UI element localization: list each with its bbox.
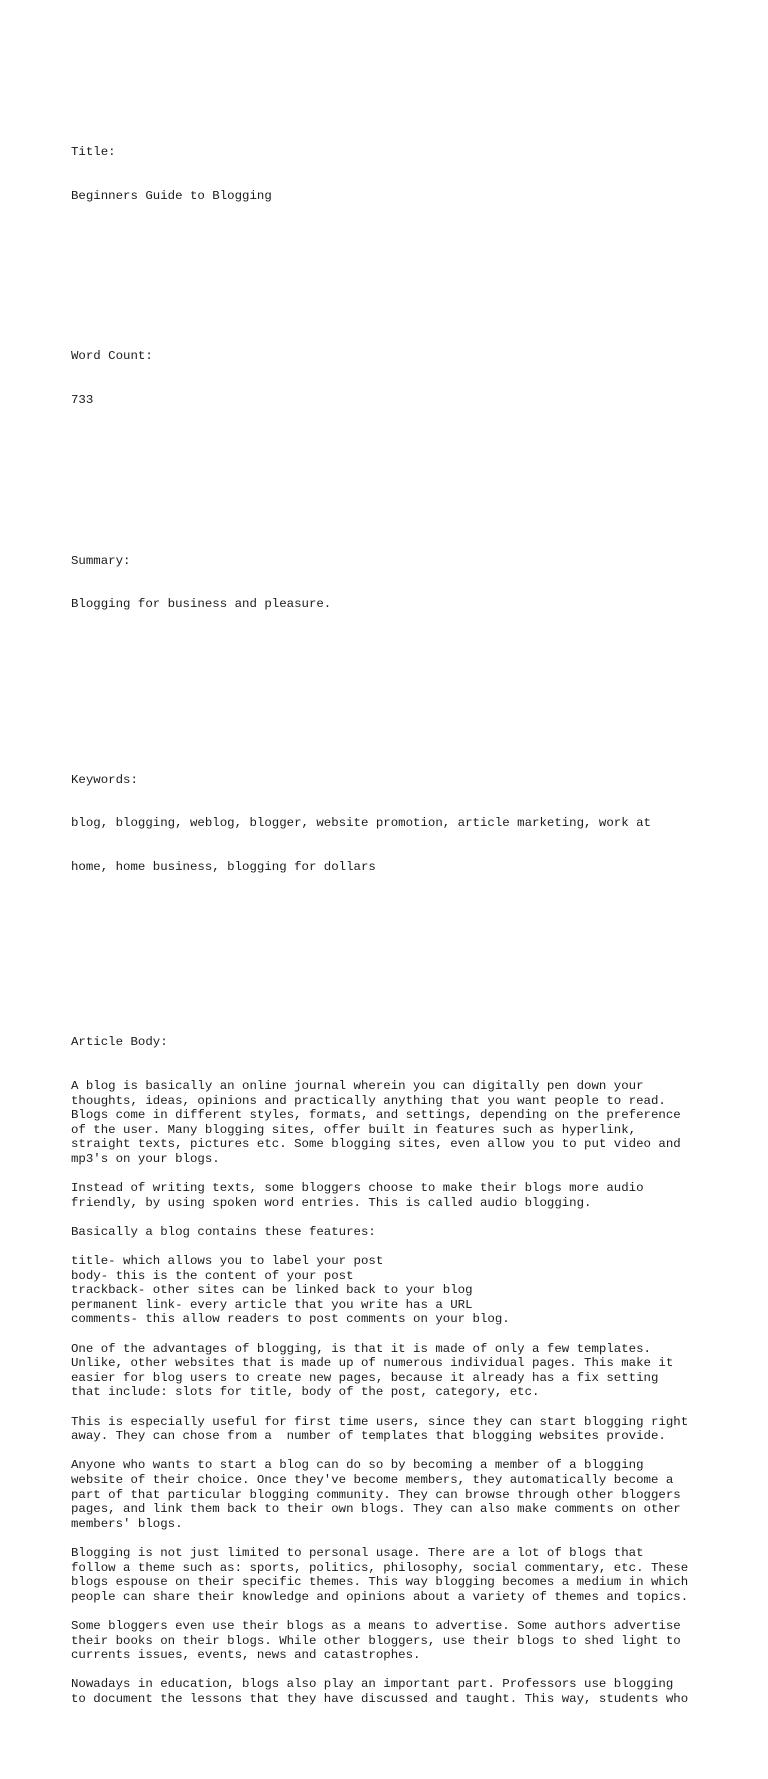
paragraph-line: comments- this allow readers to post comments on your blog. xyxy=(71,1312,510,1327)
article-paragraphs xyxy=(71,1079,711,1707)
paragraph-line: away. They can chose from a number of templates that blogging websites provide. xyxy=(71,1429,666,1444)
paragraph-line: people can share their knowledge and opinions about a variety of themes and topics. xyxy=(71,1589,689,1604)
article-body-section xyxy=(71,1006,711,1736)
paragraph-line: pages, and link them back to their own blogs. They can also make comments on other xyxy=(71,1502,681,1517)
article-body-label: Article Body: xyxy=(71,1035,168,1050)
word-count-value: 733 xyxy=(71,393,94,408)
summary-value: Blogging for business and pleasure. xyxy=(71,597,332,612)
article-paragraph xyxy=(71,1619,711,1663)
paragraph-line: to document the lessons that they have discussed and taught. This way, students who xyxy=(71,1691,689,1706)
keywords-line: blog, blogging, weblog, blogger, website promotion, article marketing, work at xyxy=(71,816,651,831)
title-value: Beginners Guide to Blogging xyxy=(71,188,272,203)
paragraph-line: easier for blog users to create new pages, because it already has a fix setting xyxy=(71,1370,659,1385)
paragraph-line: mp3's on your blogs. xyxy=(71,1151,220,1166)
paragraph-line: Instead of writing texts, some bloggers choose to make their blogs more audio xyxy=(71,1181,644,1196)
article-paragraph xyxy=(71,1415,711,1444)
title-section xyxy=(71,116,711,233)
article-paragraph xyxy=(71,1254,711,1327)
paragraph-line: of the user. Many blogging sites, offer built in features such as hyperlink, xyxy=(71,1122,637,1137)
paragraph-line: body- this is the content of your post xyxy=(71,1268,354,1283)
document-content xyxy=(71,72,711,1779)
article-paragraph xyxy=(71,1458,711,1531)
paragraph-line: their books on their blogs. While other bloggers, use their blogs to shed light to xyxy=(71,1633,681,1648)
article-paragraph xyxy=(71,1342,711,1400)
paragraph-line: Blogs come in different styles, formats, and settings, depending on the preference xyxy=(71,1108,681,1123)
summary-section xyxy=(71,524,711,641)
paragraph-line: trackback- other sites can be linked back to your blog xyxy=(71,1283,473,1298)
article-paragraph xyxy=(71,1079,711,1167)
paragraph-line: part of that particular blogging community. They can browse through other bloggers xyxy=(71,1487,681,1502)
word-count-section xyxy=(71,320,711,437)
paragraph-line: that include: slots for title, body of the post, category, etc. xyxy=(71,1385,540,1400)
paragraph-line: website of their choice. Once they've become members, they automatically become a xyxy=(71,1473,674,1487)
paragraph-line: Blogging is not just limited to personal usage. There are a lot of blogs that xyxy=(71,1545,644,1560)
paragraph-line: This is especially useful for first time users, since they can start blogging right xyxy=(71,1414,689,1429)
word-count-label: Word Count: xyxy=(71,349,153,364)
paragraph-line: One of the advantages of blogging, is that it is made of only a few templates. xyxy=(71,1341,651,1356)
paragraph-line: friendly, by using spoken word entries. This is called audio blogging. xyxy=(71,1195,592,1210)
paragraph-line: title- which allows you to label your post xyxy=(71,1254,384,1269)
paragraph-line: blogs espouse on their specific themes. This way blogging becomes a medium in which xyxy=(71,1575,689,1590)
paragraph-line: Anyone who wants to start a blog can do so by becoming a member of a blogging xyxy=(71,1458,644,1473)
paragraph-line: follow a theme such as: sports, politics, philosophy, social commentary, etc. These xyxy=(71,1560,689,1575)
paragraph-line: Nowadays in education, blogs also play an important part. Professors use blogging xyxy=(71,1677,674,1692)
title-label: Title: xyxy=(71,144,116,159)
paragraph-line: Basically a blog contains these features: xyxy=(71,1224,376,1239)
paragraph-line: A blog is basically an online journal wherein you can digitally pen down your xyxy=(71,1078,644,1093)
paragraph-line: permanent link- every article that you write has a URL xyxy=(71,1297,473,1312)
article-paragraph xyxy=(71,1225,711,1240)
paragraph-line: currents issues, events, news and catastrophes. xyxy=(71,1648,421,1663)
keywords-label: Keywords: xyxy=(71,772,138,787)
paragraph-line: Unlike, other websites that is made up of numerous individual pages. This make it xyxy=(71,1356,674,1371)
article-paragraph xyxy=(71,1181,711,1210)
paragraph-line: Some bloggers even use their blogs as a means to advertise. Some authors advertise xyxy=(71,1618,681,1633)
paragraph-line: straight texts, pictures etc. Some blogging sites, even allow you to put video and xyxy=(71,1137,681,1152)
keywords-section xyxy=(71,743,711,904)
article-paragraph xyxy=(71,1677,711,1706)
keywords-line: home, home business, blogging for dollars xyxy=(71,860,376,875)
paragraph-line: members' blogs. xyxy=(71,1516,183,1531)
paragraph-line: thoughts, ideas, opinions and practically anything that you want people to read. xyxy=(71,1093,666,1108)
summary-label: Summary: xyxy=(71,553,131,568)
article-paragraph xyxy=(71,1546,711,1604)
